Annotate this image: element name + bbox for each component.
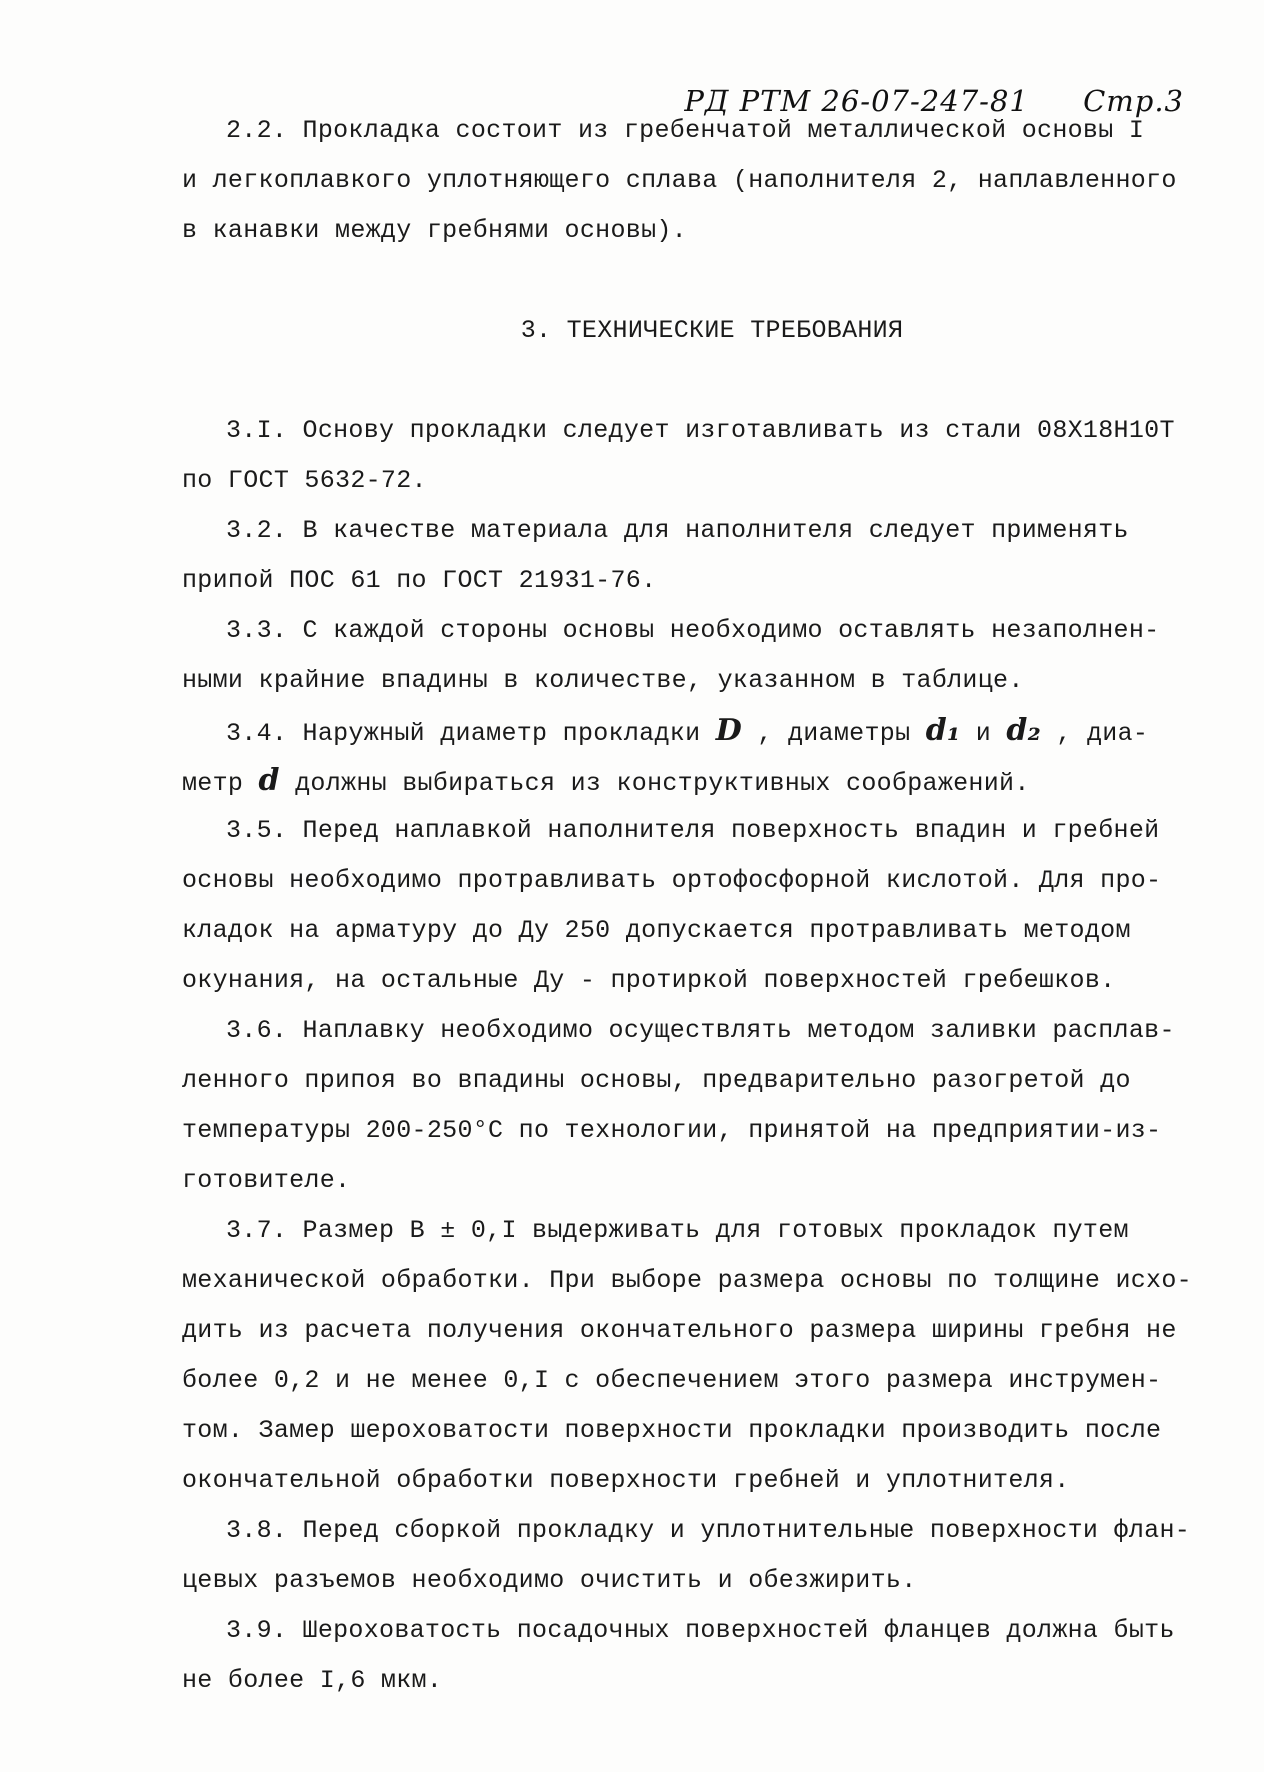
paragraph-3-5 xyxy=(182,806,1182,1006)
text-line: 3.I. Основу прокладки следует изготавливать из стали 08Х18Н10Т xyxy=(226,416,1175,445)
paragraph-3-4 xyxy=(182,706,1182,806)
text-line: 3.8. Перед сборкой прокладку и уплотнительные поверхности флан- xyxy=(226,1516,1191,1545)
text-segment: и xyxy=(975,719,992,748)
text-segment: 3.4. Наружный диаметр прокладки xyxy=(226,719,701,748)
text-line: 3.7. Размер В ± 0,I выдерживать для готовых прокладок путем xyxy=(226,1216,1129,1245)
paragraph-3-8 xyxy=(182,1506,1191,1606)
text-segment: метр xyxy=(182,769,244,798)
text-line: более 0,2 и не менее 0,I с обеспечением этого размера инструмен- xyxy=(182,1366,1162,1395)
text-line: 3.5. Перед наплавкой наполнителя поверхность впадин и гребней xyxy=(226,816,1160,845)
symbol-outer-diameter: D xyxy=(715,713,743,748)
symbol-d1: d₁ xyxy=(925,713,961,748)
text-line: дить из расчета получения окончательного размера ширины гребня не xyxy=(182,1316,1177,1345)
text-line: готовителе. xyxy=(182,1166,351,1195)
text-line: 3.6. Наплавку необходимо осуществлять методом заливки расплав- xyxy=(226,1016,1175,1045)
text-segment: , диа- xyxy=(1056,719,1149,748)
section-heading: 3. ТЕХНИЧЕСКИЕ ТРЕБОВАНИЯ xyxy=(520,316,904,345)
paragraph-2-2 xyxy=(182,106,1182,256)
text-line: окунания, на остальные Ду - протиркой поверхностей гребешков. xyxy=(182,966,1116,995)
text-segment: , диаметры xyxy=(757,719,911,748)
paragraph-3-6 xyxy=(182,1006,1182,1206)
text-line: в канавки между гребнями основы). xyxy=(182,216,687,245)
page-number: Стр.3 xyxy=(1083,84,1184,118)
text-line: 3.3. С каждой стороны основы необходимо оставлять незаполнен- xyxy=(226,616,1160,645)
text-line: 3.2. В качестве материала для наполнителя следует применять xyxy=(226,516,1129,545)
text-line: 2.2. Прокладка состоит из гребенчатой металлической основы I xyxy=(226,116,1145,145)
text-line: ными крайние впадины в количестве, указанном в таблице. xyxy=(182,666,1024,695)
paragraph-3-9 xyxy=(182,1606,1182,1706)
text-line: 3.9. Шероховатость посадочных поверхностей фланцев должна быть xyxy=(226,1616,1175,1645)
text-line xyxy=(182,756,1182,806)
paragraph-3-1 xyxy=(182,406,1182,506)
text-line: ленного припоя во впадины основы, предварительно разогретой до xyxy=(182,1066,1131,1095)
paragraph-3-2 xyxy=(182,506,1182,606)
text-line xyxy=(182,706,1182,756)
text-line: кладок на арматуру до Ду 250 допускается протравливать методом xyxy=(182,916,1131,945)
document-code: РД РТМ 26-07-247-81 xyxy=(684,84,1029,118)
text-line: не более I,6 мкм. xyxy=(182,1666,443,1695)
paragraph-3-7 xyxy=(182,1206,1192,1506)
text-line: припой ПОС 61 по ГОСТ 21931-76. xyxy=(182,566,657,595)
text-segment: должны выбираться из конструктивных соображений. xyxy=(295,769,1030,798)
text-line: окончательной обработки поверхности гребней и уплотнителя. xyxy=(182,1466,1070,1495)
symbol-d: d xyxy=(258,763,280,798)
document-body xyxy=(182,106,1192,1706)
text-line: и легкоплавкого уплотняющего сплава (наполнителя 2, наплавленного xyxy=(182,166,1177,195)
text-line: основы необходимо протравливать ортофосфорной кислотой. Для про- xyxy=(182,866,1162,895)
paragraph-3-3 xyxy=(182,606,1182,706)
text-line: по ГОСТ 5632-72. xyxy=(182,466,427,495)
text-line: цевых разъемов необходимо очистить и обезжирить. xyxy=(182,1566,917,1595)
text-line: температуры 200-250°С по технологии, принятой на предприятии-из- xyxy=(182,1116,1162,1145)
text-line: механической обработки. При выборе размера основы по толщине исхо- xyxy=(182,1266,1192,1295)
symbol-d2: d₂ xyxy=(1006,713,1042,748)
text-line: том. Замер шероховатости поверхности прокладки производить после xyxy=(182,1416,1162,1445)
